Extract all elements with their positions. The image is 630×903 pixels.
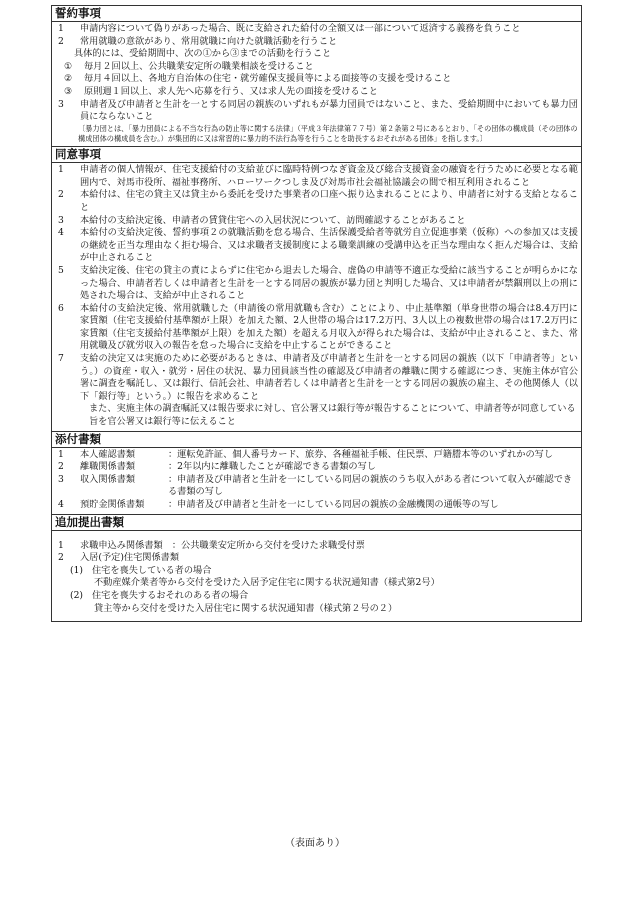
additional-subitem-detail: 貸主等から交付を受けた入居住宅に関する状況通知書（様式第２号の２）: [94, 602, 398, 614]
additional-subitem-detail: 不動産媒介業者等から交付を受けた入居予定住宅に関する状況通知書（様式第2号）: [94, 577, 440, 589]
additional-item-number: 2: [58, 552, 64, 564]
attachment-text: ：申請者及び申請者と生計を一にしている同居の親族のうち収入がある者について収入が確認できる書類の写し: [168, 473, 573, 498]
attachment-text: ：2年以内に離職したことが確認できる書類の写し: [168, 461, 376, 473]
consent-item-text: 申請者の個人情報が、住宅支援給付の支給並びに臨時特例つなぎ資金及び総合支援資金の融資を行うために必要となる範囲内で、対馬市役所、福祉事務所、ハローワークつしま及び対馬市社会福祉協議会の間で相互利用されること: [80, 164, 578, 188]
attachment-label: 離職関係書類: [80, 461, 136, 473]
attachment-text: ：申請者及び申請者と生計を一にしている同居の親族の金融機関の通帳等の写し: [168, 499, 499, 510]
consent-item-text: 本給付の支給決定後、常用就職した（申請後の常用就職も含む）ことにより、中止基準額（単身世帯の場合は8.4万円に家賃額（住宅支援給付基準額が上限）を加えた額、2人世帯の場合は17.2万円、3人以上の複数世帯の場合は17.2万円に家賃額（住宅支援給付基準額が上限）を加えた額）を超える月収入が得られた場合は、支給が中止されること、また、常用就職及び就労収入の報告を怠った場合に支給を中止することができること: [80, 302, 578, 352]
pledge-item: [56, 36, 578, 49]
consent-item-text: 本給付の支給決定後、誓約事項２の就職活動を怠る場合、生活保護受給者等就労自立促進事業（仮称）への参加又は支援の継続を正当な理由なく拒む場合、又は求職者支援制度による職業訓練の受講申込を正当な理由なく拒んだ場合は、支給が中止されること: [80, 227, 578, 264]
pledge-subitem-mark: ③: [64, 85, 73, 97]
additional-item-text: 入居(予定)住宅関係書類: [80, 552, 180, 564]
pledge-subitem-mark: ②: [64, 73, 73, 85]
attachment-item: [56, 461, 578, 474]
attachment-number: 3: [58, 473, 64, 485]
pledge-item-text: 申請内容について偽りがあった場合、既に支給された給付の全額又は一部について返済する義務を負うこと: [80, 23, 521, 34]
additional-section-title: 追加提出書類: [52, 515, 581, 531]
pledge-subitem-text: 毎月４回以上、各地方自治体の住宅・就労確保支援員等による面接等の支援を受けること: [84, 73, 452, 85]
consent-item: [56, 227, 578, 265]
attachment-text: ：運転免許証、個人番号カード、旅券、各種福祉手帳、住民票、戸籍謄本等のいずれかの写し: [168, 448, 554, 460]
pledge-item: [56, 23, 578, 36]
attachment-number: 2: [58, 461, 64, 473]
additional-subitem-text: 住宅を喪失している者の場合: [92, 564, 212, 576]
attachment-label: 収入関係書類: [80, 473, 136, 485]
additional-subitem-mark: (1): [70, 564, 84, 576]
consent-item: [56, 265, 578, 303]
pledge-item2-detail: 具体的には、受給期間中、次の①から③までの活動を行うこと: [74, 48, 332, 60]
additional-section: [52, 531, 581, 622]
document-frame: [51, 5, 582, 622]
additional-subitem-mark: (2): [70, 589, 84, 601]
pledge-item-number: 1: [58, 23, 64, 34]
additional-subitem-text: 住宅を喪失するおそれのある者の場合: [92, 589, 249, 601]
pledge-item-number: 2: [58, 35, 64, 47]
consent-item-text: 本給付の支給決定後、申請者の賃貸住宅への入居状況について、訪問確認することがあること: [80, 214, 466, 226]
consent-item: [56, 164, 578, 189]
pledge-item-text: 常用就職の意欲があり、常用就職に向けた就職活動を行うこと: [80, 35, 338, 47]
consent-item: [56, 353, 578, 403]
page-footer: （表面あり）: [285, 838, 345, 849]
additional-subitem: [56, 565, 578, 578]
pledge-subitem-mark: ①: [64, 60, 73, 72]
attachment-number: 4: [58, 499, 64, 510]
pledge-item-text: 申請者及び申請者と生計を一とする同居の親族のいずれもが暴力団員ではないこと、また、受給期間中においても暴力団員にならないこと: [80, 98, 578, 123]
pledge-item: [56, 99, 578, 124]
consent-item-number: 6: [58, 302, 64, 314]
consent-item: [56, 215, 578, 228]
pledge-item-number: 3: [58, 98, 64, 110]
pledge-subitem: [56, 86, 578, 99]
additional-item-number: 1: [58, 539, 64, 551]
consent-item: [56, 303, 578, 353]
pledge-subitem: [56, 73, 578, 86]
additional-item: [56, 540, 578, 553]
consent-item-number: 1: [58, 164, 64, 176]
consent-item-text: 本給付は、住宅の貸主又は貸主から委託を受けた事業者の口座へ振り込まれることにより、申請者に対する支給となること: [80, 189, 578, 213]
attachments-section: [52, 448, 581, 515]
consent-item-text: 支給決定後、住宅の貸主の責によらずに住宅から退去した場合、虚偽の申請等不適正な受給に該当することが明らかになった場合、申請者若しくは申請者と生計を一とする同居の親族が暴力団と判明した場合、又は申請者が禁錮刑以上の刑に処された場合は、支給が中止されること: [80, 264, 578, 302]
consent-item-number: 2: [58, 189, 64, 201]
consent-item-number: 7: [58, 353, 64, 365]
pledge-subitem-text: 原則週１回以上、求人先へ応募を行う、又は求人先の面接を受けること: [84, 85, 378, 97]
additional-item-text: 求職申込み関係書類 ：公共職業安定所から交付を受けた求職受付票: [80, 539, 365, 551]
attachment-item: [56, 449, 578, 462]
attachment-item: [56, 499, 578, 512]
consent-item-number: 5: [58, 264, 64, 276]
pledge-subitem: [56, 61, 578, 74]
consent-section-title: 同意事項: [52, 147, 581, 163]
attachment-label: 預貯金関係書類: [80, 499, 145, 510]
consent-section: [52, 163, 581, 431]
attachment-label: 本人確認書類: [80, 448, 136, 460]
pledge-section: [52, 22, 581, 147]
attachment-number: 1: [58, 448, 64, 460]
consent-item-number: 3: [58, 214, 64, 226]
consent-item7-extra: また、実施主体の調査嘱託又は報告要求に対し、官公署又は銀行等が報告することについて、申請者等が同意している旨を官公署又は銀行等に伝えること: [89, 403, 576, 428]
pledge-subitem-text: 毎月２回以上、公共職業安定所の職業相談を受けること: [84, 60, 314, 72]
consent-item: [56, 189, 578, 214]
attachments-section-title: 添付書類: [52, 432, 581, 448]
pledge-note: 〔暴力団とは、「暴力団員による不当な行為の防止等に関する法律」（平成３年法律第７７号）第２条第２号にあるとおり、「その団体の構成員（その団体の構成団体の構成員を含む。）が集団的に又は常習的に暴力的不法行為等を行うことを助長するおそれがある団体」を指します。〕: [78, 123, 578, 143]
attachment-item: [56, 474, 578, 499]
consent-item-number: 4: [58, 227, 64, 239]
consent-item-text: 支給の決定又は実施のために必要があるときは、申請者及び申請者と生計を一とする同居の親族（以下「申請者等」という。）の資産・収入・就労・居住の状況、暴力団員該当性の確認及び申請者の離職に関する確認につき、実施主体が官公署に調査を嘱託し、又は銀行、信託会社、申請者若しくは申請者と生計を一とする同居の親族の雇主、その他関係人（以下「銀行等」という。）に報告を求めること: [80, 353, 578, 402]
additional-item: [56, 552, 578, 565]
pledge-section-title: 誓約事項: [52, 6, 581, 22]
additional-subitem: [56, 590, 578, 603]
